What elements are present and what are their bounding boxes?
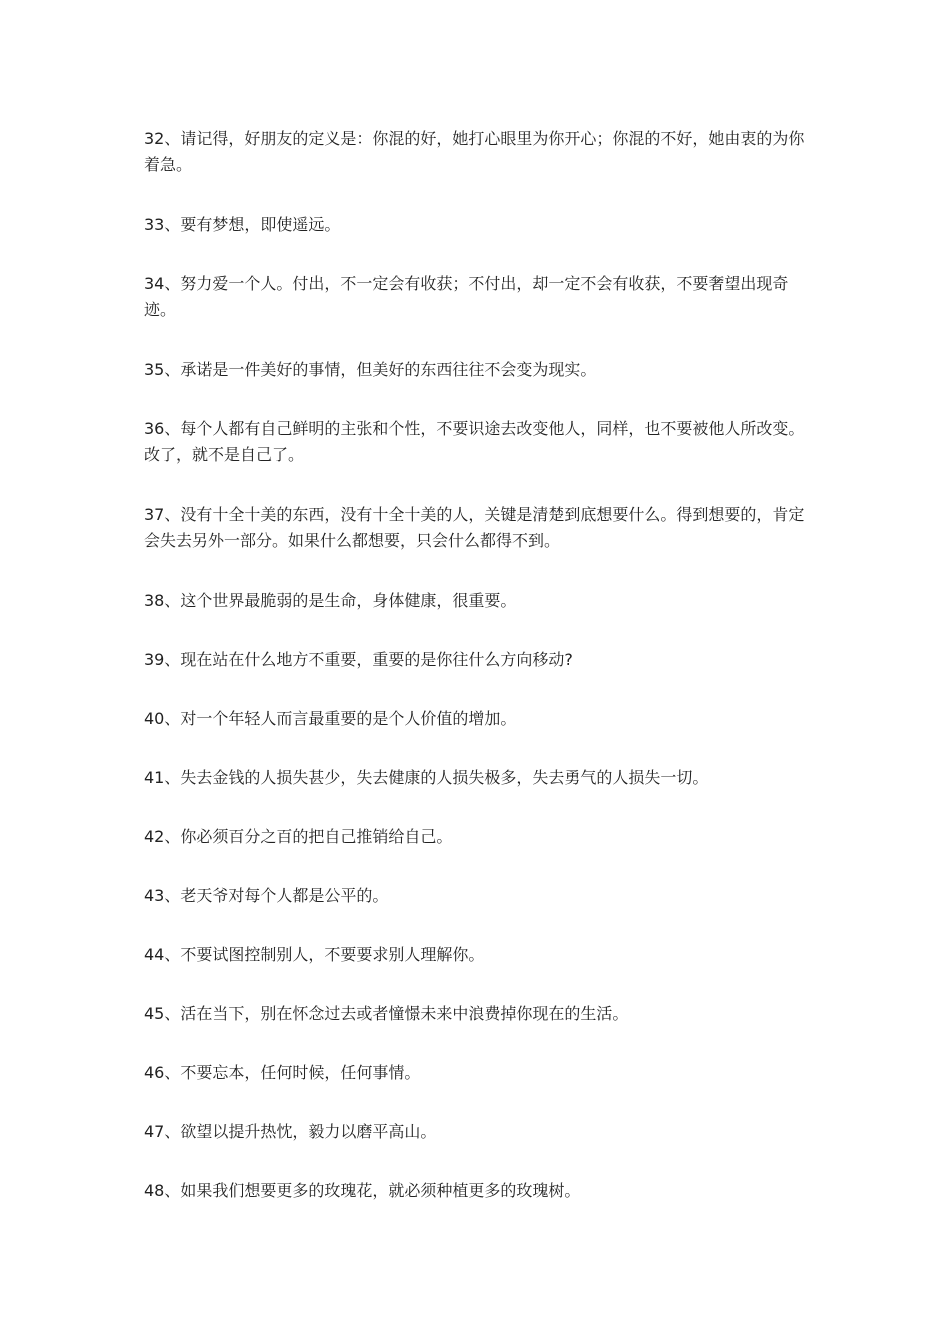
list-item: 47、欲望以提升热忱，毅力以磨平高山。	[144, 1122, 437, 1141]
list-item: 38、这个世界最脆弱的是生命，身体健康，很重要。	[144, 591, 517, 610]
list-item: 41、失去金钱的人损失甚少，失去健康的人损失极多，失去勇气的人损失一切。	[144, 768, 709, 787]
list-item: 34、努力爱一个人。付出，不一定会有收获；不付出，却一定不会有收获，不要奢望出现奇迹。	[144, 274, 789, 319]
list-item: 43、老天爷对每个人都是公平的。	[144, 886, 389, 905]
list-item: 35、承诺是一件美好的事情，但美好的东西往往不会变为现实。	[144, 360, 597, 379]
list-item: 40、对一个年轻人而言最重要的是个人价值的增加。	[144, 709, 517, 728]
list-item: 36、每个人都有自己鲜明的主张和个性，不要识途去改变他人，同样，也不要被他人所改变。改了，就不是自己了。	[144, 419, 805, 464]
list-item: 45、活在当下，别在怀念过去或者憧憬未来中浪费掉你现在的生活。	[144, 1004, 629, 1023]
list-item: 33、要有梦想，即使遥远。	[144, 215, 341, 234]
list-item: 48、如果我们想要更多的玫瑰花，就必须种植更多的玫瑰树。	[144, 1181, 581, 1200]
quote-list	[144, 126, 812, 1237]
list-item: 32、请记得，好朋友的定义是：你混的好，她打心眼里为你开心；你混的不好，她由衷的为你着急。	[144, 129, 805, 174]
list-item: 37、没有十全十美的东西，没有十全十美的人，关键是清楚到底想要什么。得到想要的，肯定会失去另外一部分。如果什么都想要，只会什么都得不到。	[144, 505, 805, 550]
list-item: 46、不要忘本，任何时候，任何事情。	[144, 1063, 421, 1082]
list-item: 44、不要试图控制别人，不要要求别人理解你。	[144, 945, 485, 964]
list-item: 39、现在站在什么地方不重要，重要的是你往什么方向移动?	[144, 650, 573, 669]
list-item: 42、你必须百分之百的把自己推销给自己。	[144, 827, 453, 846]
